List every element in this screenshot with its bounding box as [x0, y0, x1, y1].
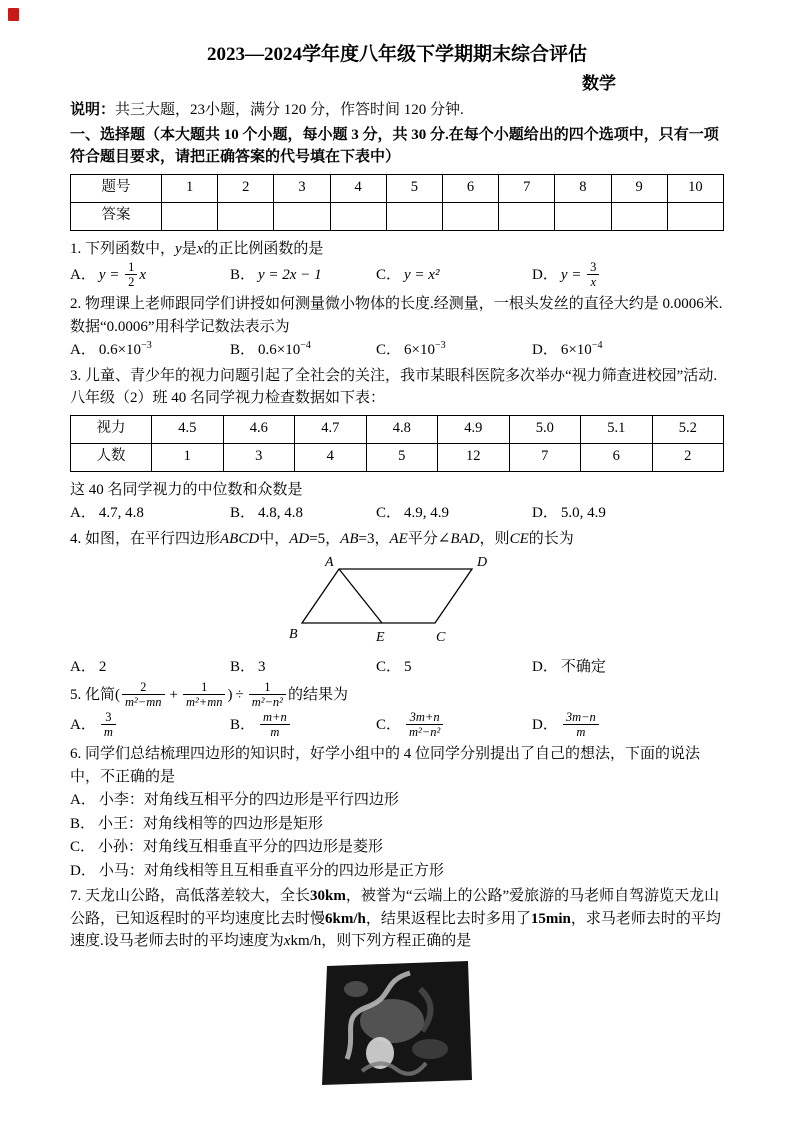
numerator: 2	[140, 680, 147, 695]
question-number-cell: 7	[499, 174, 555, 202]
option-text: 3	[258, 658, 266, 675]
question-3-options	[70, 502, 724, 525]
row-header-question-number: 题号	[71, 174, 162, 202]
speed-diff-value: 6km/h	[325, 910, 366, 927]
stem-text: =5，	[309, 530, 341, 547]
count-cell: 3	[223, 443, 295, 471]
angle-bisector-ae	[339, 569, 382, 623]
question-7-stem	[70, 885, 724, 953]
fraction	[587, 260, 599, 289]
note-text: 共三大题，23小题，满分 120 分，作答时间 120 分钟.	[115, 102, 464, 119]
option-label: A．	[70, 658, 96, 675]
math-text: y =	[560, 267, 586, 284]
option-c	[376, 264, 532, 287]
denominator: m²+mn	[183, 694, 226, 709]
option-label: D．	[532, 342, 558, 359]
math-var: CE	[509, 530, 529, 547]
option-label: C．	[70, 839, 96, 856]
fraction	[183, 680, 226, 709]
question-1-stem	[70, 238, 724, 261]
subject-title: 数学	[582, 73, 616, 93]
math-text: 0.6×10	[258, 342, 301, 359]
vision-cell: 5.2	[652, 415, 724, 443]
question-number-cell: 5	[386, 174, 442, 202]
option-c	[376, 656, 532, 679]
exponent: −4	[591, 340, 603, 352]
divide-operator: ÷	[235, 687, 244, 704]
vision-data-table	[70, 415, 724, 472]
option-c	[376, 711, 532, 740]
option-a	[70, 261, 230, 290]
answer-blank-cell	[667, 202, 723, 230]
count-cell: 5	[366, 443, 438, 471]
math-text: 6×10	[404, 342, 435, 359]
question-number-cell: 10	[667, 174, 723, 202]
option-label: C．	[376, 717, 402, 734]
exponent: −3	[434, 340, 446, 352]
option-label: D．	[532, 267, 558, 284]
count-cell: 12	[438, 443, 510, 471]
question-number-cell: 4	[330, 174, 386, 202]
option-label: A．	[70, 792, 96, 809]
stem-text: 的正比例函数的是	[203, 240, 324, 257]
row-header-vision: 视力	[71, 415, 152, 443]
corner-stamp-icon	[8, 8, 19, 21]
question-5	[70, 681, 724, 740]
option-d	[532, 502, 724, 525]
option-c	[376, 502, 532, 525]
question-3-post: 这 40 名同学视力的中位数和众数是	[70, 481, 303, 498]
point-e-label: E	[376, 630, 385, 646]
option-c	[70, 836, 724, 859]
math-text: x	[139, 267, 147, 284]
numerator: 3m+n	[409, 710, 440, 725]
question-number-cell: 6	[442, 174, 498, 202]
section1-heading: 一、选择题（本大题共 10 个小题，每小题 3 分，共 30 分.在每个小题给出的四个选项中，只有一项符合题目要求，请把正确答案的代号填在下表中）	[70, 126, 719, 166]
option-label: C．	[376, 658, 402, 675]
question-number-cell: 9	[611, 174, 667, 202]
question-7	[70, 885, 724, 1092]
option-d	[532, 711, 724, 740]
option-label: A．	[70, 342, 96, 359]
vision-cell: 4.8	[366, 415, 438, 443]
numerator: 3m−n	[565, 710, 596, 725]
answer-blank-cell	[330, 202, 386, 230]
option-b	[230, 502, 376, 525]
parallelogram-figure	[287, 553, 507, 647]
option-d	[70, 860, 724, 883]
row-header-answer: 答案	[71, 202, 162, 230]
numerator: 1	[128, 260, 135, 275]
option-label: D．	[70, 862, 96, 879]
option-text: 4.7, 4.8	[98, 505, 144, 522]
vision-row	[71, 415, 724, 443]
question-4-figure	[70, 553, 724, 655]
option-label: B．	[230, 658, 256, 675]
count-cell: 4	[295, 443, 367, 471]
option-text: 小王：对角线相等的四边形是矩形	[98, 815, 324, 832]
fraction	[122, 680, 165, 709]
stem-text: ，则	[479, 530, 510, 547]
vision-cell: 5.0	[509, 415, 581, 443]
option-label: B．	[230, 717, 256, 734]
fraction	[125, 260, 137, 289]
option-b	[230, 339, 376, 362]
option-label: D．	[532, 658, 558, 675]
denominator: 2	[125, 274, 137, 289]
option-b	[230, 264, 376, 287]
question-1-options	[70, 261, 724, 290]
option-text: 4.9, 4.9	[404, 505, 450, 522]
answer-blank-cell	[442, 202, 498, 230]
numerator: 3	[590, 260, 597, 275]
option-b	[230, 711, 376, 740]
answer-blank-cell	[218, 202, 274, 230]
option-label: C．	[376, 342, 402, 359]
option-text: 小李：对角线互相平分的四边形是平行四边形	[98, 792, 399, 809]
option-text: 5	[404, 658, 412, 675]
question-7-photo	[70, 961, 724, 1093]
answer-blank-cell	[499, 202, 555, 230]
math-var: BAD	[450, 530, 480, 547]
vision-cell: 4.6	[223, 415, 295, 443]
answer-blank-cell	[274, 202, 330, 230]
vertex-a-label: A	[325, 555, 334, 571]
option-b	[230, 656, 376, 679]
count-cell: 1	[152, 443, 224, 471]
right-paren: )	[227, 687, 233, 704]
option-text: 5.0, 4.9	[560, 505, 606, 522]
question-number-cell: 8	[555, 174, 611, 202]
note-label: 说明：	[70, 102, 116, 119]
option-label: A．	[70, 717, 96, 734]
stem-text: 的结果为	[287, 687, 348, 704]
option-label: C．	[376, 267, 402, 284]
time-diff-value: 15min	[530, 910, 571, 927]
vision-cell: 4.7	[295, 415, 367, 443]
option-d	[532, 339, 724, 362]
option-label: B．	[230, 267, 256, 284]
denominator: m	[563, 724, 599, 739]
question-number-cell: 2	[218, 174, 274, 202]
math-var: AE	[389, 530, 408, 547]
vision-cell: 4.9	[438, 415, 510, 443]
vertex-d-label: D	[477, 555, 488, 571]
option-label: B．	[230, 342, 256, 359]
math-text: 6×10	[560, 342, 592, 359]
numerator: 3	[105, 710, 112, 725]
option-a	[70, 711, 230, 740]
option-a	[70, 502, 230, 525]
question-2	[70, 293, 724, 362]
option-label: B．	[230, 505, 256, 522]
stem-text: km/h，则下列方程正确的是	[290, 933, 472, 950]
question-4-stem	[70, 528, 724, 551]
option-label: D．	[532, 717, 558, 734]
math-text: y =	[98, 267, 124, 284]
stem-text: 的长为	[528, 530, 574, 547]
option-b	[70, 813, 724, 836]
question-3-stem: 3. 儿童、青少年的视力问题引起了全社会的关注，我市某眼科医院多次举办“视力筛查进校园”活动.八年级（2）班 40 名同学视力检查数据如下表：	[70, 367, 718, 407]
left-paren: (	[115, 687, 121, 704]
question-number-cell: 1	[162, 174, 218, 202]
stem-text: 中，	[259, 530, 290, 547]
numerator: 1	[201, 680, 208, 695]
denominator: m²−n²	[406, 724, 443, 739]
fraction	[260, 710, 290, 739]
question-1	[70, 238, 724, 291]
question-3	[70, 365, 724, 525]
option-text: 4.8, 4.8	[258, 505, 304, 522]
stem-text: 平分∠	[407, 530, 451, 547]
option-text: 不确定	[560, 658, 606, 675]
math-text: 0.6×10	[98, 342, 142, 359]
question-4	[70, 528, 724, 679]
math-var: x	[283, 933, 291, 950]
math-text: y = x²	[404, 267, 440, 284]
fraction	[249, 680, 286, 709]
answer-blank-cell	[611, 202, 667, 230]
option-text: 小马：对角线相等且互相垂直平分的四边形是正方形	[98, 862, 444, 879]
answer-table-answer-row	[71, 202, 724, 230]
math-var: x	[196, 240, 204, 257]
math-var: ABCD	[220, 530, 260, 547]
answer-blank-cell	[162, 202, 218, 230]
answer-table-number-row	[71, 174, 724, 202]
dark-terrain	[344, 981, 368, 997]
answer-blank-cell	[555, 202, 611, 230]
question-6	[70, 743, 724, 882]
count-cell: 7	[509, 443, 581, 471]
fraction	[406, 710, 443, 739]
numerator: m+n	[263, 710, 287, 725]
option-label: A．	[70, 267, 96, 284]
option-c	[376, 339, 532, 362]
question-5-options	[70, 711, 724, 740]
plus-operator: +	[169, 687, 178, 704]
option-a	[70, 656, 230, 679]
count-cell: 2	[652, 443, 724, 471]
denominator: x	[587, 274, 599, 289]
stem-text: ，求马老师去时的平均速度.设马老师去时的平均速度为	[70, 910, 721, 950]
question-2-stem: 2. 物理课上老师跟同学们讲授如何测量微小物体的长度.经测量，一根头发丝的直径大约是 0.0006米.数据“0.0006”用科学记数法表示为	[70, 296, 723, 335]
stem-text: 7. 天龙山公路，高低落差较大，全长	[70, 888, 311, 905]
stem-text: ，结果返程比去时多用了	[365, 910, 531, 927]
vertex-b-label: B	[289, 627, 298, 643]
count-row	[71, 443, 724, 471]
fraction	[563, 710, 599, 739]
option-text: 小孙：对角线互相垂直平分的四边形是菱形	[98, 839, 384, 856]
question-4-options	[70, 656, 724, 679]
denominator: m	[101, 724, 116, 739]
exponent: −3	[141, 340, 152, 352]
exam-note	[70, 99, 724, 122]
vertex-c-label: C	[436, 630, 446, 646]
parallelogram-outline	[302, 569, 472, 623]
stem-text: 是	[181, 240, 197, 257]
option-text: 2	[98, 658, 107, 675]
vision-cell: 4.5	[152, 415, 224, 443]
question-5-stem	[70, 681, 724, 710]
stem-text: 5. 化简	[70, 687, 116, 704]
option-label: B．	[70, 815, 96, 832]
tianlongshan-aerial-photo	[322, 961, 472, 1085]
stem-text: 1. 下列函数中，	[70, 240, 176, 257]
dark-terrain	[412, 1039, 448, 1059]
fraction	[101, 710, 116, 739]
stem-text: ，被誉为“云端上的公路”爱旅游的马老师自驾游览天龙山公路，已知返程时的平均速度比去时慢	[70, 888, 720, 927]
math-var: AB	[340, 530, 359, 547]
option-d	[532, 261, 724, 290]
math-var: y	[175, 240, 182, 257]
denominator: m²−n²	[249, 694, 286, 709]
count-cell: 6	[581, 443, 653, 471]
answer-blank-cell	[386, 202, 442, 230]
question-number-cell: 3	[274, 174, 330, 202]
vision-cell: 5.1	[581, 415, 653, 443]
question-6-stem: 6. 同学们总结梳理四边形的知识时，好学小组中的 4 位同学分别提出了自己的想法，下面的说法中，不正确的是	[70, 746, 701, 785]
denominator: m²−mn	[122, 694, 165, 709]
answer-table	[70, 174, 724, 231]
option-label: A．	[70, 505, 96, 522]
question-2-options	[70, 339, 724, 362]
option-a	[70, 339, 230, 362]
exponent: −4	[300, 340, 311, 352]
denominator: m	[260, 724, 290, 739]
numerator: 1	[264, 680, 271, 695]
stem-text: 4. 如图，在平行四边形	[70, 530, 221, 547]
option-a	[70, 789, 724, 812]
option-d	[532, 656, 724, 679]
math-var: AD	[289, 530, 310, 547]
math-text: y = 2x − 1	[258, 267, 322, 284]
page-title: 2023—2024学年度八年级下学期期末综合评估	[206, 44, 587, 65]
row-header-count: 人数	[71, 443, 152, 471]
stem-text: =3，	[358, 530, 390, 547]
distance-value: 30km	[310, 888, 346, 905]
option-label: C．	[376, 505, 402, 522]
option-label: D．	[532, 505, 558, 522]
